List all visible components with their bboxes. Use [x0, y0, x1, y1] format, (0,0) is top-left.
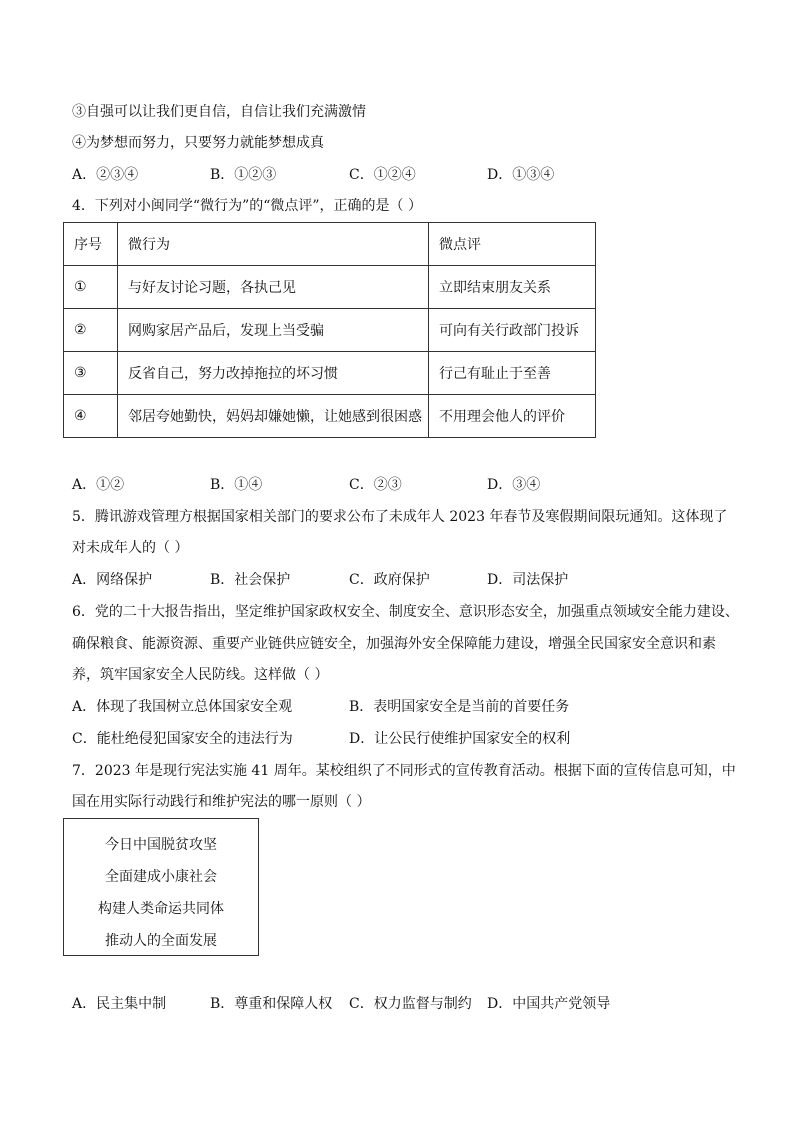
q3-option-d: D．①③④ — [487, 167, 555, 183]
row-index: ③ — [64, 352, 118, 395]
q7-info-line: 推动人的全面发展 — [105, 933, 217, 949]
q4-option-c: C．②③ — [349, 477, 402, 493]
q6-option-d: D．让公民行使维护国家安全的权利 — [349, 731, 571, 747]
q5-stem-line-1: 5．腾讯游戏管理方根据国家相关部门的要求公布了未成年人 2023 年春节及寒假期间限玩通知。这体现了 — [72, 509, 728, 525]
q3-option-a: A．②③④ — [72, 167, 139, 183]
q7-info-line: 构建人类命运共同体 — [98, 901, 224, 917]
q6-stem-line-2: 确保粮食、能源资源、重要产业链供应链安全，加强海外安全保障能力建设，增强全民国家安全意识和素 — [72, 636, 716, 652]
row-comment: 不用理会他人的评价 — [429, 395, 596, 438]
q7-option-a: A．民主集中制 — [72, 996, 167, 1012]
q3-option-c: C．①②④ — [349, 167, 416, 183]
q4-stem: 4．下列对小闽同学“微行为”的“微点评”，正确的是（ ） — [72, 198, 422, 214]
table-row — [64, 395, 596, 438]
q5-option-a: A．网络保护 — [72, 572, 153, 588]
q5-option-c: C．政府保护 — [349, 572, 430, 588]
q6-option-b: B．表明国家安全是当前的首要任务 — [349, 699, 570, 715]
table-row — [64, 266, 596, 309]
q5-option-d: D．司法保护 — [487, 572, 569, 588]
q4-table — [63, 222, 596, 438]
row-index: ④ — [64, 395, 118, 438]
header-behavior: 微行为 — [118, 223, 429, 266]
q7-info-line: 全面建成小康社会 — [105, 869, 217, 885]
q7-stem-line-1: 7．2023 年是现行宪法实施 41 周年。某校组织了不同形式的宣传教育活动。根据下面的宣传信息可知，中 — [72, 763, 736, 779]
row-comment: 立即结束朋友关系 — [429, 266, 596, 309]
q7-option-d: D．中国共产党领导 — [487, 996, 611, 1012]
header-comment: 微点评 — [429, 223, 596, 266]
row-behavior: 邻居夸她勤快，妈妈却嫌她懒，让她感到很困惑 — [118, 395, 429, 438]
q4-option-b: B．①④ — [210, 477, 263, 493]
q5-option-b: B．社会保护 — [210, 572, 291, 588]
q7-info-line: 今日中国脱贫攻坚 — [105, 837, 217, 853]
q5-stem-line-2: 对未成年人的（ ） — [72, 540, 189, 556]
q7-info-box — [63, 818, 259, 956]
q4-option-d: D．③④ — [487, 477, 541, 493]
row-behavior: 反省自己，努力改掉拖拉的坏习惯 — [118, 352, 429, 395]
row-index: ① — [64, 266, 118, 309]
q6-stem-line-1: 6．党的二十大报告指出，坚定维护国家政权安全、制度安全、意识形态安全，加强重点领域安全能力建设、 — [72, 604, 739, 620]
q6-option-a: A．体现了我国树立总体国家安全观 — [72, 699, 293, 715]
row-index: ② — [64, 309, 118, 352]
q6-option-c: C．能杜绝侵犯国家安全的违法行为 — [72, 731, 293, 747]
q4-option-a: A．①② — [72, 477, 125, 493]
q3-statement-4: ④为梦想而努力，只要努力就能梦想成真 — [72, 135, 324, 151]
q7-stem-line-2: 国在用实际行动践行和维护宪法的哪一原则（ ） — [72, 794, 371, 810]
row-comment: 行己有耻止于至善 — [429, 352, 596, 395]
table-header-row — [64, 223, 596, 266]
table-row — [64, 309, 596, 352]
q6-stem-line-3: 养，筑牢国家安全人民防线。这样做（ ） — [72, 667, 329, 683]
header-index: 序号 — [64, 223, 118, 266]
row-comment: 可向有关行政部门投诉 — [429, 309, 596, 352]
q3-option-b: B．①②③ — [210, 167, 277, 183]
row-behavior: 网购家居产品后，发现上当受骗 — [118, 309, 429, 352]
q3-statement-3: ③自强可以让我们更自信，自信让我们充满激情 — [72, 104, 366, 120]
table-row — [64, 352, 596, 395]
q7-option-c: C．权力监督与制约 — [349, 996, 472, 1012]
q7-option-b: B．尊重和保障人权 — [210, 996, 333, 1012]
row-behavior: 与好友讨论习题，各执己见 — [118, 266, 429, 309]
